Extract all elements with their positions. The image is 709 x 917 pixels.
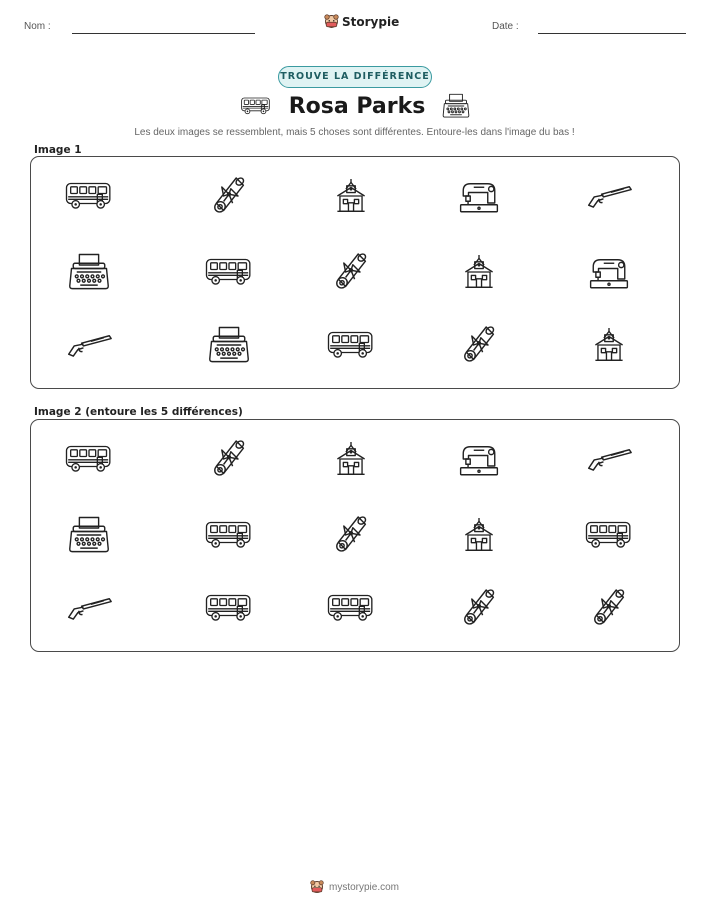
image1-cell (321, 320, 381, 370)
sewing-machine-icon (458, 439, 500, 479)
image2-label: Image 2 (entoure les 5 différences) (34, 406, 243, 418)
footer (0, 880, 709, 894)
bus-icon (64, 181, 114, 211)
bus-icon (326, 593, 376, 623)
image1-cell (199, 171, 259, 221)
image1-panel (30, 156, 680, 389)
image2-cell[interactable] (449, 583, 509, 633)
image1-cell (59, 320, 119, 370)
rifle-icon (65, 332, 113, 358)
rifle-icon (585, 183, 633, 209)
typewriter-icon (442, 93, 470, 119)
bus-icon (204, 593, 254, 623)
image1-cell (321, 171, 381, 221)
image1-cell (449, 247, 509, 297)
bus-icon (326, 330, 376, 360)
image1-cell (449, 171, 509, 221)
image1-cell (579, 171, 639, 221)
storypie-mascot-icon (310, 880, 324, 894)
rifle-icon (65, 595, 113, 621)
schoolhouse-icon (334, 439, 368, 479)
storypie-mascot-icon (324, 14, 339, 29)
image1-cell (449, 320, 509, 370)
diploma-icon (211, 174, 247, 218)
image2-cell[interactable] (449, 434, 509, 484)
image1-cell (199, 320, 259, 370)
brand-name: Storypie (342, 14, 400, 29)
sewing-machine-icon (458, 176, 500, 216)
image1-label: Image 1 (34, 144, 82, 156)
image2-cell[interactable] (579, 583, 639, 633)
diploma-icon (211, 437, 247, 481)
diploma-icon (461, 323, 497, 367)
image2-cell[interactable] (59, 434, 119, 484)
schoolhouse-icon (462, 515, 496, 555)
image2-cell[interactable] (321, 583, 381, 633)
image1-cell (579, 247, 639, 297)
bus-icon (204, 257, 254, 287)
image1-cell (59, 171, 119, 221)
instructions: Les deux images se ressemblent, mais 5 choses sont différentes. Entoure-les dans l'image du bas ! (134, 127, 575, 138)
diploma-icon (333, 513, 369, 557)
activity-badge: TROUVE LA DIFFÉRENCE (278, 66, 432, 88)
bus-icon (584, 520, 634, 550)
image2-cell[interactable] (579, 434, 639, 484)
typewriter-icon (68, 252, 110, 292)
image2-cell[interactable] (321, 434, 381, 484)
image2-cell[interactable] (199, 434, 259, 484)
image2-cell[interactable] (59, 510, 119, 560)
schoolhouse-icon (334, 176, 368, 216)
image1-cell (59, 247, 119, 297)
date-field[interactable] (538, 33, 686, 34)
diploma-icon (461, 586, 497, 630)
schoolhouse-icon (592, 325, 626, 365)
bus-icon (64, 444, 114, 474)
diploma-icon (333, 250, 369, 294)
rifle-icon (585, 446, 633, 472)
typewriter-icon (208, 325, 250, 365)
sewing-machine-icon (588, 252, 630, 292)
footer-url[interactable]: mystorypie.com (328, 881, 399, 893)
page-title: Rosa Parks (288, 93, 426, 119)
image1-cell (579, 320, 639, 370)
image1-cell (199, 247, 259, 297)
image2-cell[interactable] (449, 510, 509, 560)
image2-cell[interactable] (199, 510, 259, 560)
bus-icon (204, 520, 254, 550)
image2-cell[interactable] (579, 510, 639, 560)
image2-cell[interactable] (199, 583, 259, 633)
date-label: Date : (492, 21, 519, 32)
title-row (240, 93, 470, 119)
bus-icon (240, 96, 272, 116)
diploma-icon (591, 586, 627, 630)
image2-panel[interactable] (30, 419, 680, 652)
brand-logo (324, 14, 399, 29)
image1-cell (321, 247, 381, 297)
schoolhouse-icon (462, 252, 496, 292)
name-label: Nom : (24, 21, 51, 32)
image2-cell[interactable] (321, 510, 381, 560)
typewriter-icon (68, 515, 110, 555)
image2-cell[interactable] (59, 583, 119, 633)
name-field[interactable] (72, 33, 255, 34)
